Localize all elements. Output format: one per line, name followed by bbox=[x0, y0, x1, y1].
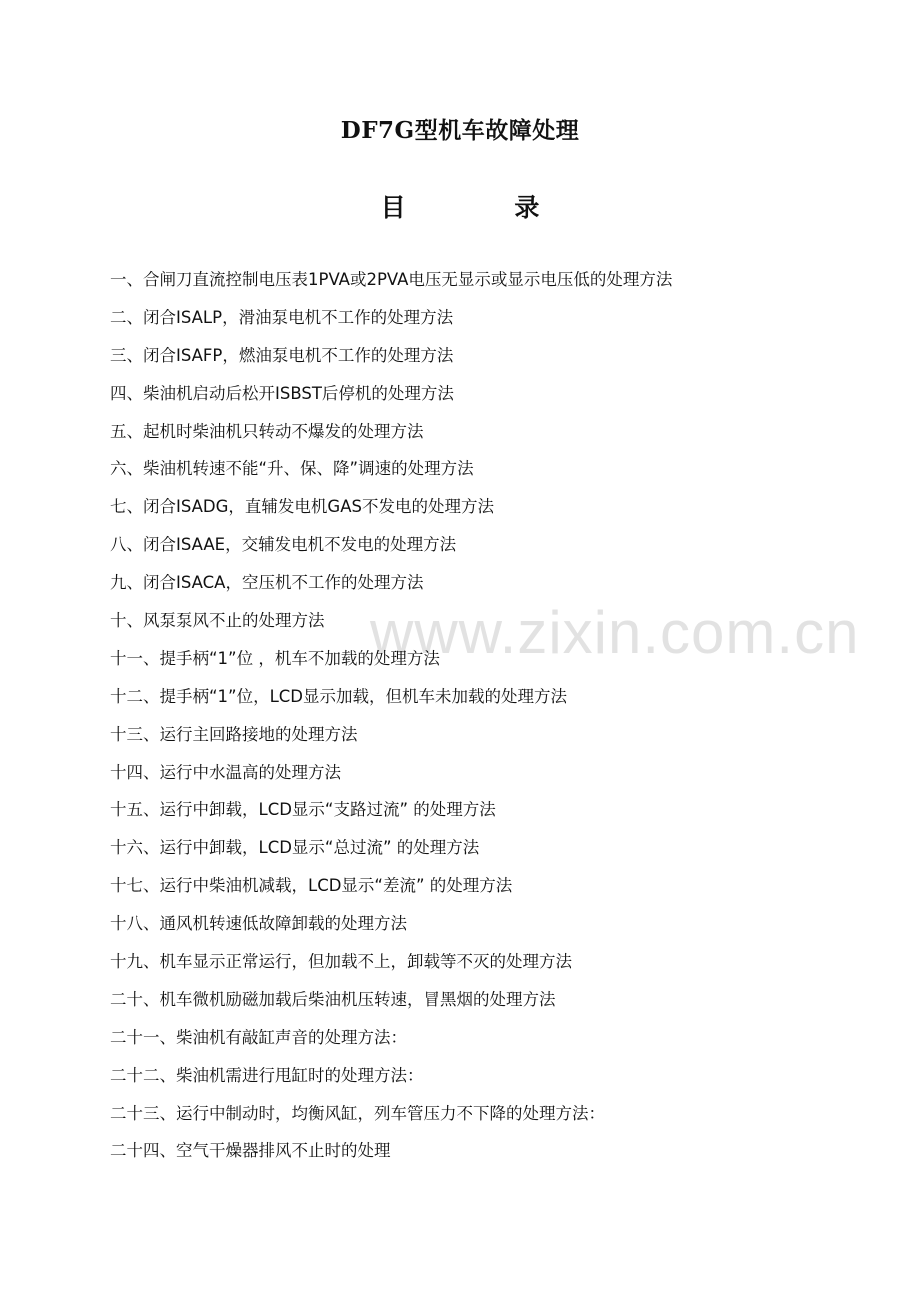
toc-item[interactable]: 十五、运行中卸载，LCD显示“支路过流” 的处理方法 bbox=[110, 800, 496, 820]
toc-item[interactable]: 十七、运行中柴油机减载，LCD显示“差流” 的处理方法 bbox=[110, 876, 513, 896]
table-of-contents bbox=[110, 265, 890, 1174]
toc-item[interactable]: 十六、运行中卸载，LCD显示“总过流” 的处理方法 bbox=[110, 838, 480, 858]
toc-item[interactable]: 五、起机时柴油机只转动不爆发的处理方法 bbox=[110, 421, 424, 441]
toc-heading: 目 录 bbox=[380, 193, 590, 222]
toc-item[interactable]: 十四、运行中水温高的处理方法 bbox=[110, 762, 341, 782]
toc-item[interactable]: 六、柴油机转速不能“升、保、降”调速的处理方法 bbox=[110, 459, 474, 479]
toc-item[interactable]: 二十四、空气干燥器排风不止时的处理 bbox=[110, 1141, 391, 1161]
toc-item[interactable]: 二、闭合ISALP，滑油泵电机不工作的处理方法 bbox=[110, 307, 454, 327]
toc-item[interactable]: 七、闭合ISADG，直辅发电机GAS不发电的处理方法 bbox=[110, 497, 494, 517]
toc-item[interactable]: 十二、提手柄“1”位，LCD显示加载，但机车未加载的处理方法 bbox=[110, 686, 568, 706]
toc-item[interactable]: 八、闭合ISAAE，交辅发电机不发电的处理方法 bbox=[110, 535, 457, 555]
toc-item[interactable]: 十一、提手柄“1”位 ，机车不加载的处理方法 bbox=[110, 648, 440, 668]
toc-item[interactable]: 十、风泵泵风不止的处理方法 bbox=[110, 611, 325, 631]
document-title: DF7G型机车故障处理 bbox=[340, 117, 580, 144]
toc-item[interactable]: 十八、通风机转速低故障卸载的处理方法 bbox=[110, 914, 407, 934]
toc-item[interactable]: 四、柴油机启动后松开ISBST后停机的处理方法 bbox=[110, 383, 454, 403]
toc-item[interactable]: 二十、机车微机励磁加载后柴油机压转速，冒黑烟的处理方法 bbox=[110, 989, 556, 1009]
toc-item[interactable]: 十九、机车显示正常运行，但加载不上，卸载等不灭的处理方法 bbox=[110, 952, 572, 972]
toc-item[interactable]: 一、合闸刀直流控制电压表1PVA或2PVA电压无显示或显示电压低的处理方法 bbox=[110, 270, 673, 289]
toc-item[interactable]: 九、闭合ISACA，空压机不工作的处理方法 bbox=[110, 573, 424, 593]
toc-item[interactable]: 二十三、运行中制动时，均衡风缸，列车管压力不下降的处理方法： bbox=[110, 1103, 605, 1123]
toc-item[interactable]: 二十二、柴油机需进行甩缸时的处理方法： bbox=[110, 1065, 424, 1085]
toc-item[interactable]: 十三、运行主回路接地的处理方法 bbox=[110, 724, 358, 744]
watermark: www.zixin.com.cn bbox=[370, 599, 860, 666]
toc-item[interactable]: 二十一、柴油机有敲缸声音的处理方法： bbox=[110, 1027, 407, 1047]
toc-item[interactable]: 三、闭合ISAFP，燃油泵电机不工作的处理方法 bbox=[110, 345, 454, 365]
